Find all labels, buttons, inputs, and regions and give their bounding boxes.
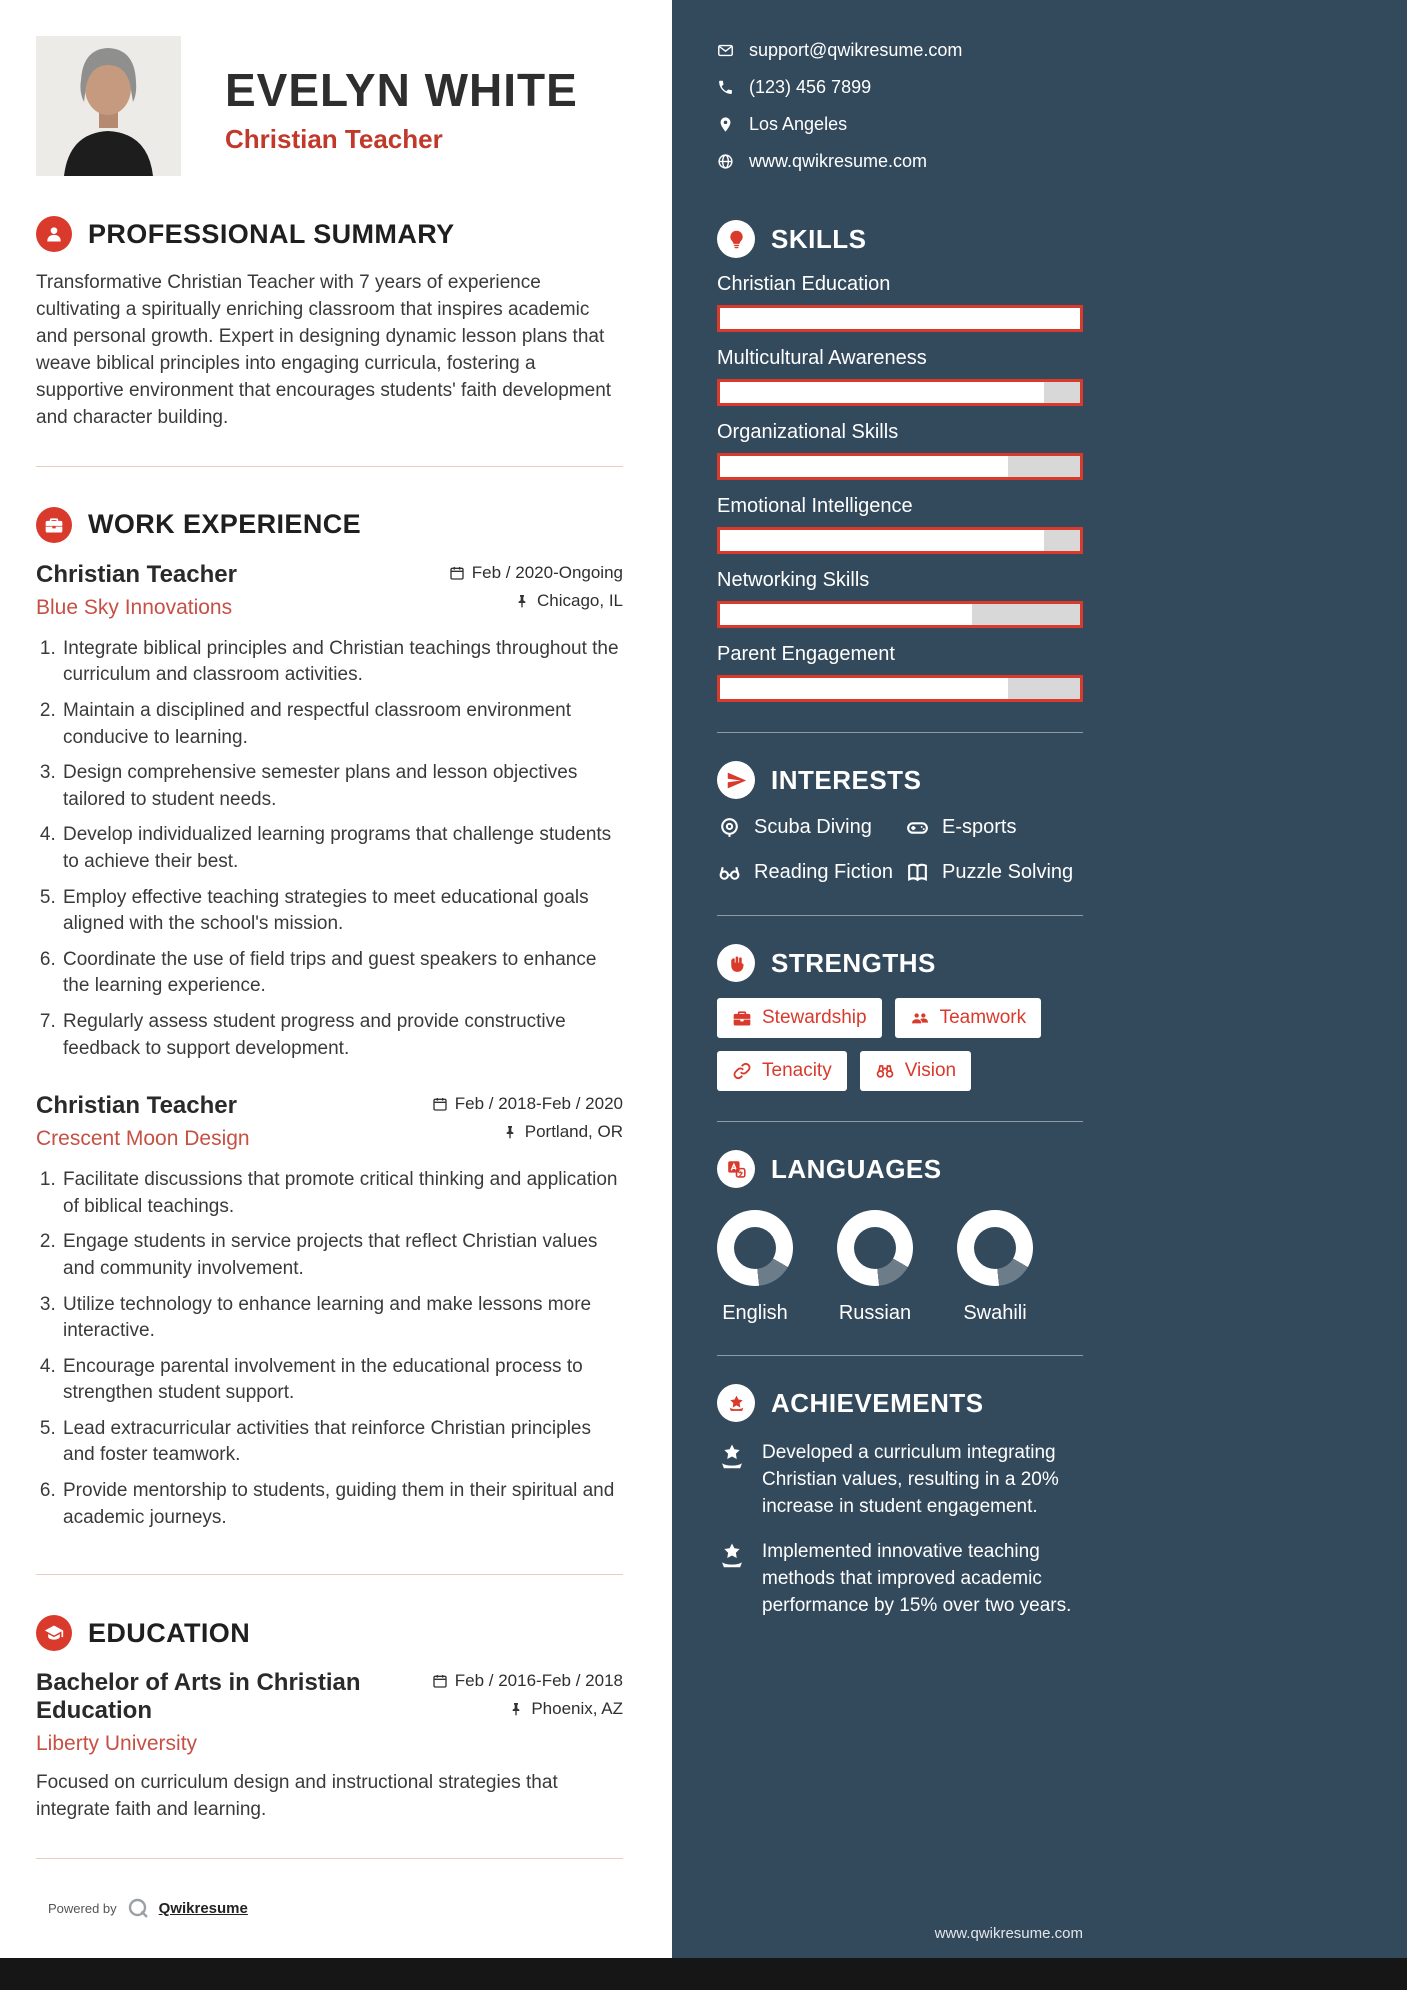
skill-item (717, 421, 1083, 480)
skill-fill (720, 530, 1044, 551)
divider (717, 732, 1083, 733)
language-label: Russian (838, 1302, 912, 1324)
pushpin-icon (508, 1701, 524, 1717)
experience-bullet: 4. Encourage parental involvement in the educational process to strengthen student support. (61, 1354, 623, 1407)
languages-list (717, 1210, 1083, 1325)
interests-heading-row (717, 761, 1083, 799)
education-description: Focused on curriculum design and instructional strategies that integrate faith and learning. (36, 1772, 558, 1821)
job-location-row (449, 591, 623, 611)
phone-icon (717, 79, 734, 96)
interest-label: Reading Fiction (754, 861, 893, 883)
calendar-icon (432, 1673, 448, 1689)
candidate-title: Christian Teacher (225, 124, 443, 155)
sidebar (672, 0, 1407, 1990)
name-block (225, 36, 578, 176)
glasses-icon (717, 860, 742, 885)
language-label: English (722, 1302, 788, 1324)
qwikresume-logo-icon (126, 1896, 150, 1920)
experience-heading: WORK EXPERIENCE (88, 509, 362, 540)
contact-location-row (717, 114, 1083, 135)
education-location-row (432, 1699, 623, 1719)
interest-label: Puzzle Solving (942, 861, 1074, 883)
contact-location: Los Angeles (749, 114, 848, 134)
skill-bar (717, 675, 1083, 702)
experience-bullet: 2. Maintain a disciplined and respectful classroom environment conducive to learning. (61, 698, 623, 751)
language-donut (957, 1210, 1033, 1286)
fist-icon (717, 944, 755, 982)
interests-section (717, 761, 1083, 885)
achievement-text: Implemented innovative teaching methods that improved academic performance by 15% over two years. (762, 1540, 1072, 1616)
sidebar-content (717, 40, 1083, 1942)
strength-chip (717, 998, 882, 1038)
experience-bullet: 7. Regularly assess student progress and provide constructive feedback to support development. (61, 1009, 623, 1062)
paper-plane-icon (717, 761, 755, 799)
education-entry (36, 1669, 623, 1824)
strengths-list (717, 998, 1083, 1091)
skill-fill (720, 456, 1008, 477)
divider (717, 915, 1083, 916)
binoculars-icon (875, 1061, 895, 1081)
job-company: Crescent Moon Design (36, 1127, 250, 1151)
contact-website-row[interactable] (717, 151, 1083, 172)
summary-text: Transformative Christian Teacher with 7 years of experience cultivating a spiritually enriching classroom that inspires academic and personal growth. Expert in designing dynamic lesson plans that weave biblical principles into engaging curricula, fostering a supportive environment that encourages students' faith development and character building. (36, 272, 612, 428)
strengths-section (717, 944, 1083, 1091)
contact-phone: (123) 456 7899 (749, 77, 872, 97)
gamepad-icon (905, 815, 930, 840)
job-location-row (432, 1122, 623, 1142)
job-meta (432, 1092, 623, 1150)
job-header (36, 561, 623, 620)
job-dates-row (432, 1094, 623, 1114)
pushpin-icon (514, 593, 530, 609)
map-pin-icon (717, 116, 734, 133)
skill-item (717, 569, 1083, 628)
interest-label: Scuba Diving (754, 816, 872, 838)
interest-item (717, 815, 895, 840)
scuba-icon (717, 815, 742, 840)
divider (717, 1121, 1083, 1122)
job-title-block (36, 561, 237, 620)
achievement-text: Developed a curriculum integrating Christian values, resulting in a 20% increase in student engagement. (762, 1442, 1059, 1517)
skill-label: Parent Engagement (717, 643, 895, 665)
languages-heading-row (717, 1150, 1083, 1188)
powered-by-label: Powered by (48, 1900, 117, 1916)
contact-email: support@qwikresume.com (749, 40, 963, 60)
education-location: Phoenix, AZ (531, 1699, 623, 1719)
education-section (36, 1615, 623, 1824)
job-meta (449, 561, 623, 619)
translate-icon (717, 1150, 755, 1188)
candidate-name: EVELYN WHITE (225, 64, 578, 116)
strength-chip (717, 1051, 847, 1091)
skills-section (717, 220, 1083, 702)
skill-label: Multicultural Awareness (717, 347, 927, 369)
language-item (957, 1210, 1033, 1325)
job-dates-row (449, 563, 623, 583)
skills-heading-row (717, 220, 1083, 258)
language-donut (717, 1210, 793, 1286)
contact-phone-row (717, 77, 1083, 98)
calendar-icon (449, 565, 465, 581)
person-icon (36, 216, 72, 252)
experience-bullet: 1. Facilitate discussions that promote critical thinking and application of biblical teachings. (61, 1167, 623, 1220)
skill-bar (717, 527, 1083, 554)
achievements-heading: ACHIEVEMENTS (771, 1387, 984, 1418)
briefcase-icon (36, 507, 72, 543)
strength-chip (895, 998, 1042, 1038)
interest-item (717, 860, 895, 885)
qwikresume-brand-link[interactable]: Qwikresume (158, 1899, 248, 1917)
skill-label: Emotional Intelligence (717, 495, 913, 517)
education-meta (432, 1669, 623, 1727)
languages-section (717, 1150, 1083, 1325)
strength-label: Tenacity (762, 1060, 832, 1081)
calendar-icon (432, 1096, 448, 1112)
lightbulb-icon (717, 220, 755, 258)
interest-label: E-sports (942, 816, 1017, 838)
education-header (36, 1669, 623, 1756)
achievements-section (717, 1384, 1083, 1620)
skill-fill (720, 382, 1044, 403)
achievement-item (717, 1440, 1083, 1521)
briefcase-icon (732, 1008, 752, 1028)
achievement-item (717, 1539, 1083, 1620)
language-item (717, 1210, 793, 1325)
profile-photo (36, 36, 181, 176)
contact-block (717, 40, 1083, 188)
star-icon (717, 1384, 755, 1422)
interest-item (905, 815, 1083, 840)
experience-bullet: 6. Coordinate the use of field trips and guest speakers to enhance the learning experience. (61, 947, 623, 1000)
job-title-block (36, 1092, 250, 1151)
skill-item (717, 347, 1083, 406)
languages-heading: LANGUAGES (771, 1153, 942, 1184)
pushpin-icon (502, 1124, 518, 1140)
interests-list (717, 815, 1083, 885)
skill-label: Christian Education (717, 273, 891, 295)
job-header (36, 1092, 623, 1151)
skill-bar (717, 305, 1083, 332)
job-dates: Feb / 2020-Ongoing (471, 562, 623, 582)
strength-label: Vision (904, 1060, 957, 1081)
experience-section (36, 507, 623, 1540)
experience-bullet: 1. Integrate biblical principles and Christian teachings throughout the curriculum and classroom activities. (61, 636, 623, 689)
education-heading-row (36, 1615, 623, 1651)
job-title: Christian Teacher (36, 1092, 237, 1120)
experience-bullet: 5. Lead extracurricular activities that reinforce Christian principles and foster teamwork. (61, 1416, 623, 1469)
skill-label: Networking Skills (717, 569, 870, 591)
skill-fill (720, 678, 1008, 699)
education-dates-row (432, 1671, 623, 1691)
main-column (0, 0, 672, 1990)
link-icon (732, 1061, 752, 1081)
strengths-heading: STRENGTHS (771, 947, 936, 978)
skill-bar (717, 601, 1083, 628)
experience-bullet: 6. Provide mentorship to students, guiding them in their spiritual and academic journeys. (61, 1478, 623, 1531)
education-dates: Feb / 2016-Feb / 2018 (454, 1671, 623, 1691)
powered-by-footer (36, 1896, 623, 1920)
contact-email-row[interactable] (717, 40, 1083, 61)
skill-item (717, 643, 1083, 702)
school: Liberty University (36, 1732, 198, 1756)
strengths-heading-row (717, 944, 1083, 982)
users-icon (910, 1008, 930, 1028)
globe-icon (717, 153, 734, 170)
hand-star-icon (717, 1442, 747, 1472)
envelope-icon (717, 42, 734, 59)
resume-header (36, 36, 623, 176)
job-title: Christian Teacher (36, 560, 237, 588)
skill-bar (717, 379, 1083, 406)
experience-bullet: 3. Utilize technology to enhance learning and make lessons more interactive. (61, 1292, 623, 1345)
interest-item (905, 860, 1083, 885)
job-entry (36, 561, 623, 1062)
job-location: Portland, OR (524, 1122, 623, 1142)
experience-heading-row (36, 507, 623, 543)
skill-fill (720, 308, 1080, 329)
skill-bar (717, 453, 1083, 480)
bottom-bar (0, 1958, 1407, 1990)
divider (36, 466, 623, 467)
portrait-illustration (36, 36, 181, 176)
graduation-cap-icon (36, 1615, 72, 1651)
strength-chip (860, 1051, 971, 1091)
language-item (837, 1210, 913, 1325)
education-heading: EDUCATION (88, 1617, 251, 1648)
experience-bullet: 2. Engage students in service projects that reflect Christian values and community involvement. (61, 1229, 623, 1282)
strength-label: Stewardship (762, 1007, 867, 1028)
job-entry (36, 1092, 623, 1531)
language-donut (837, 1210, 913, 1286)
achievements-heading-row (717, 1384, 1083, 1422)
hand-star-icon (717, 1541, 747, 1571)
language-label: Swahili (963, 1302, 1027, 1324)
sidebar-website-link[interactable]: www.qwikresume.com (934, 1925, 1083, 1942)
education-title-block (36, 1669, 432, 1756)
divider (36, 1574, 623, 1575)
summary-section (36, 216, 623, 432)
skill-item (717, 495, 1083, 554)
job-location: Chicago, IL (537, 590, 623, 610)
interests-heading: INTERESTS (771, 764, 922, 795)
skill-label: Organizational Skills (717, 421, 899, 443)
strength-label: Teamwork (939, 1007, 1027, 1028)
divider (36, 1858, 623, 1859)
job-dates: Feb / 2018-Feb / 2020 (454, 1094, 623, 1114)
skills-heading: SKILLS (771, 223, 867, 254)
skill-item (717, 273, 1083, 332)
summary-heading: PROFESSIONAL SUMMARY (88, 218, 455, 249)
experience-bullet: 5. Employ effective teaching strategies to meet educational goals aligned with the school's mission. (61, 885, 623, 938)
degree: Bachelor of Arts in Christian Education (36, 1669, 361, 1725)
experience-bullet: 4. Develop individualized learning programs that challenge students to achieve their best. (61, 822, 623, 875)
job-bullets (36, 636, 623, 1062)
summary-heading-row (36, 216, 623, 252)
divider (717, 1355, 1083, 1356)
skill-fill (720, 604, 972, 625)
job-bullets (36, 1167, 623, 1531)
book-icon (905, 860, 930, 885)
contact-website: www.qwikresume.com (749, 151, 928, 171)
experience-bullet: 3. Design comprehensive semester plans and lesson objectives tailored to student needs. (61, 760, 623, 813)
job-company: Blue Sky Innovations (36, 595, 233, 619)
